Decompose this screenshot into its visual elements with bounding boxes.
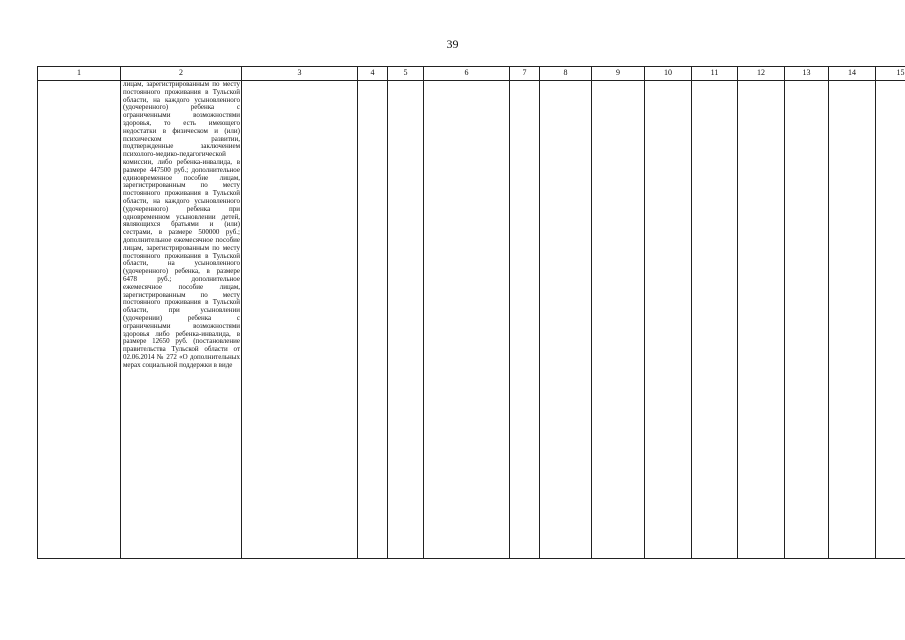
- column-header-11: 11: [692, 67, 738, 81]
- table-row: [38, 81, 905, 559]
- table-cell-col9: [592, 81, 645, 559]
- table-cell-col1: [38, 81, 121, 559]
- column-header-9: 9: [592, 67, 645, 81]
- column-header-10: 10: [645, 67, 692, 81]
- table-cell-col5: [388, 81, 424, 559]
- column-header-15: 15: [876, 67, 905, 81]
- table-cell-col8: [540, 81, 592, 559]
- table-cell-col6: [424, 81, 510, 559]
- column-header-5: 5: [388, 67, 424, 81]
- table-cell-col7: [510, 81, 540, 559]
- column-header-13: 13: [785, 67, 829, 81]
- table-cell-col4: [358, 81, 388, 559]
- table-cell-col14: [829, 81, 876, 559]
- column-header-7: 7: [510, 67, 540, 81]
- column-header-4: 4: [358, 67, 388, 81]
- table-cell-col10: [645, 81, 692, 559]
- column-header-14: 14: [829, 67, 876, 81]
- page-number: 39: [446, 37, 459, 51]
- table-cell-col2: [121, 81, 242, 559]
- table-cell-col15: [876, 81, 905, 559]
- column-header-12: 12: [738, 67, 785, 81]
- measure-description-text: лицам, зарегистрированным по месту постоянного проживания в Тульской области, на каждого усыновленного (удочеренного) ребенка с ограниченными возможностями здоровья, то есть имеющего недостатки в физическом и (или) психическом развитии, подтвержденные заключением психолого-медико-педагогической комиссии, либо ребенка-инвалида, в размере 447500 руб.; дополнительное единовременное пособие лицам, зарегистрированным по месту постоянного проживания в Тульской области, на каждого усыновленного (удочеренного) ребенка при одновременном усыновлении детей, являющихся братьями и (или) сестрами, в размере 500000 руб.; дополнительное ежемесячное пособие лицам, зарегистрированным по месту постоянного проживания в Тульской области, на усыновленного (удочеренного) ребенка, в размере 6478 руб.; дополнительное ежемесячное пособие лицам, зарегистрированным по месту постоянного проживания в Тульской области, при усыновлении (удочерении) ребенка с ограниченными возможностями здоровья либо ребенка-инвалида, в размере 12650 руб. (постановление правительства Тульской области от 02.06.2014 № 272 «О дополнительных мерах социальной поддержки в виде: [123, 80, 240, 369]
- column-header-3: 3: [242, 67, 358, 81]
- table-cell-col3: [242, 81, 358, 559]
- header-row: [38, 67, 905, 81]
- column-header-2: 2: [121, 67, 242, 81]
- column-header-1: 1: [38, 67, 121, 81]
- column-header-6: 6: [424, 67, 510, 81]
- table-cell-col13: [785, 81, 829, 559]
- table-cell-col12: [738, 81, 785, 559]
- column-header-8: 8: [540, 67, 592, 81]
- table-cell-col11: [692, 81, 738, 559]
- data-table: [37, 66, 905, 559]
